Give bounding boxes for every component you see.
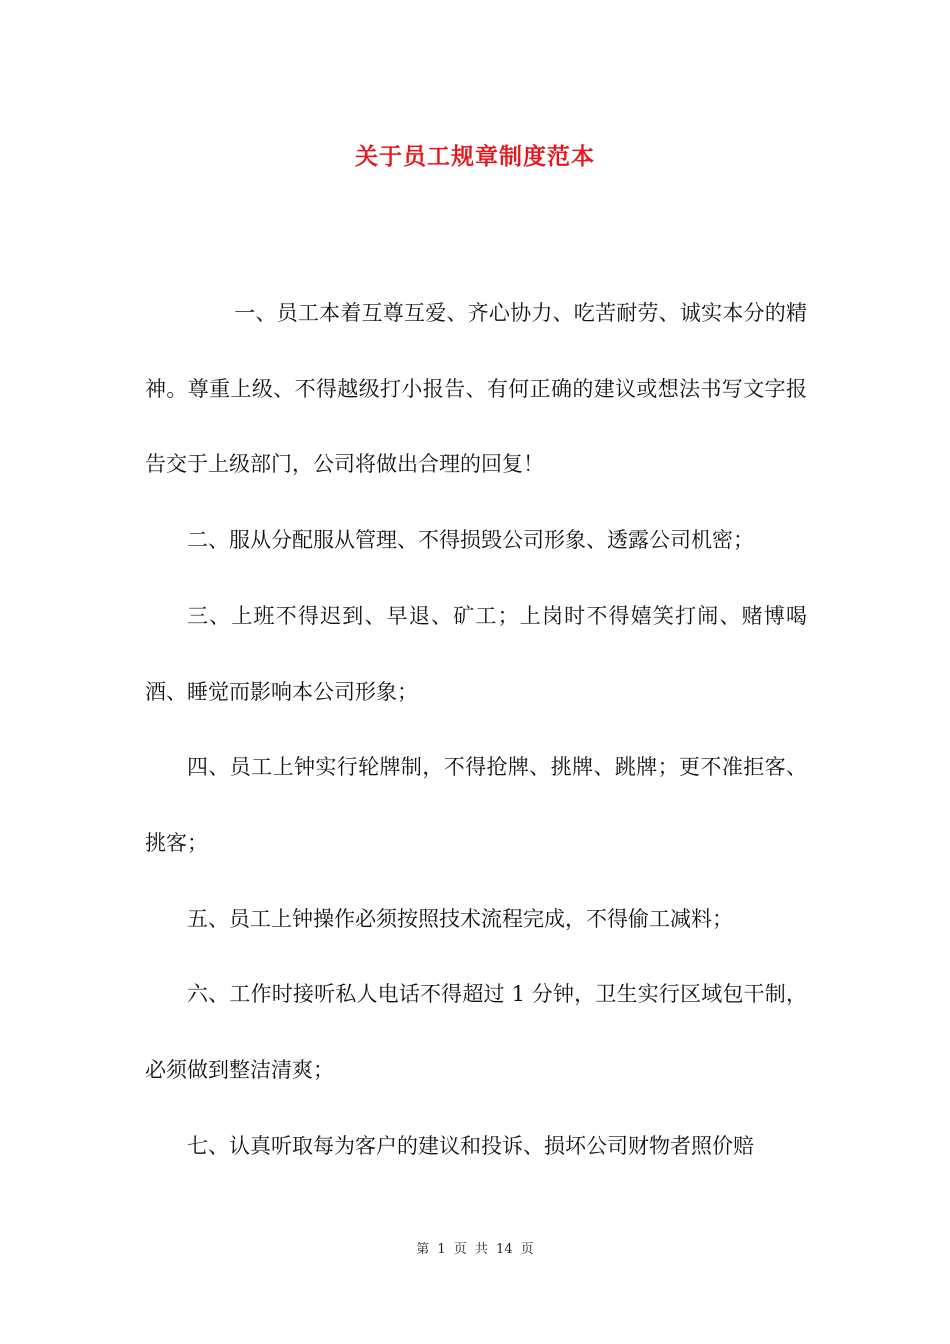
page-footer: 第 1 页 共 14 页 bbox=[416, 1242, 534, 1257]
paragraph-2: 二、服从分配服从管理、不得损毁公司形象、透露公司机密； bbox=[187, 528, 754, 553]
paragraph-3: 三、上班不得迟到、早退、矿工；上岗时不得嬉笑打闹、赌博喝酒、睡觉而影响本公司形象； bbox=[145, 603, 807, 704]
paragraph-7: 七、认真听取每为客户的建议和投诉、损坏公司财物者照价赔 bbox=[187, 1133, 754, 1158]
paragraph-4: 四、员工上钟实行轮牌制，不得抢牌、挑牌、跳牌；更不准拒客、挑客； bbox=[145, 755, 807, 855]
paragraph-6: 六、工作时接听私人电话不得超过 1 分钟，卫生实行区域包干制，必须做到整洁清爽； bbox=[145, 982, 807, 1083]
paragraph-1: 一、员工本着互尊互爱、齐心协力、吃苦耐劳、诚实本分的精神。尊重上级、不得越级打小报告、有何正确的建议或想法书写文字报告交于上级部门，公司将做出合理的回复！ bbox=[145, 301, 807, 477]
document-body bbox=[145, 276, 807, 1184]
document-title: 关于员工规章制度范本 bbox=[355, 143, 595, 170]
paragraph-5: 五、员工上钟操作必须按照技术流程完成，不得偷工减料； bbox=[187, 906, 733, 931]
